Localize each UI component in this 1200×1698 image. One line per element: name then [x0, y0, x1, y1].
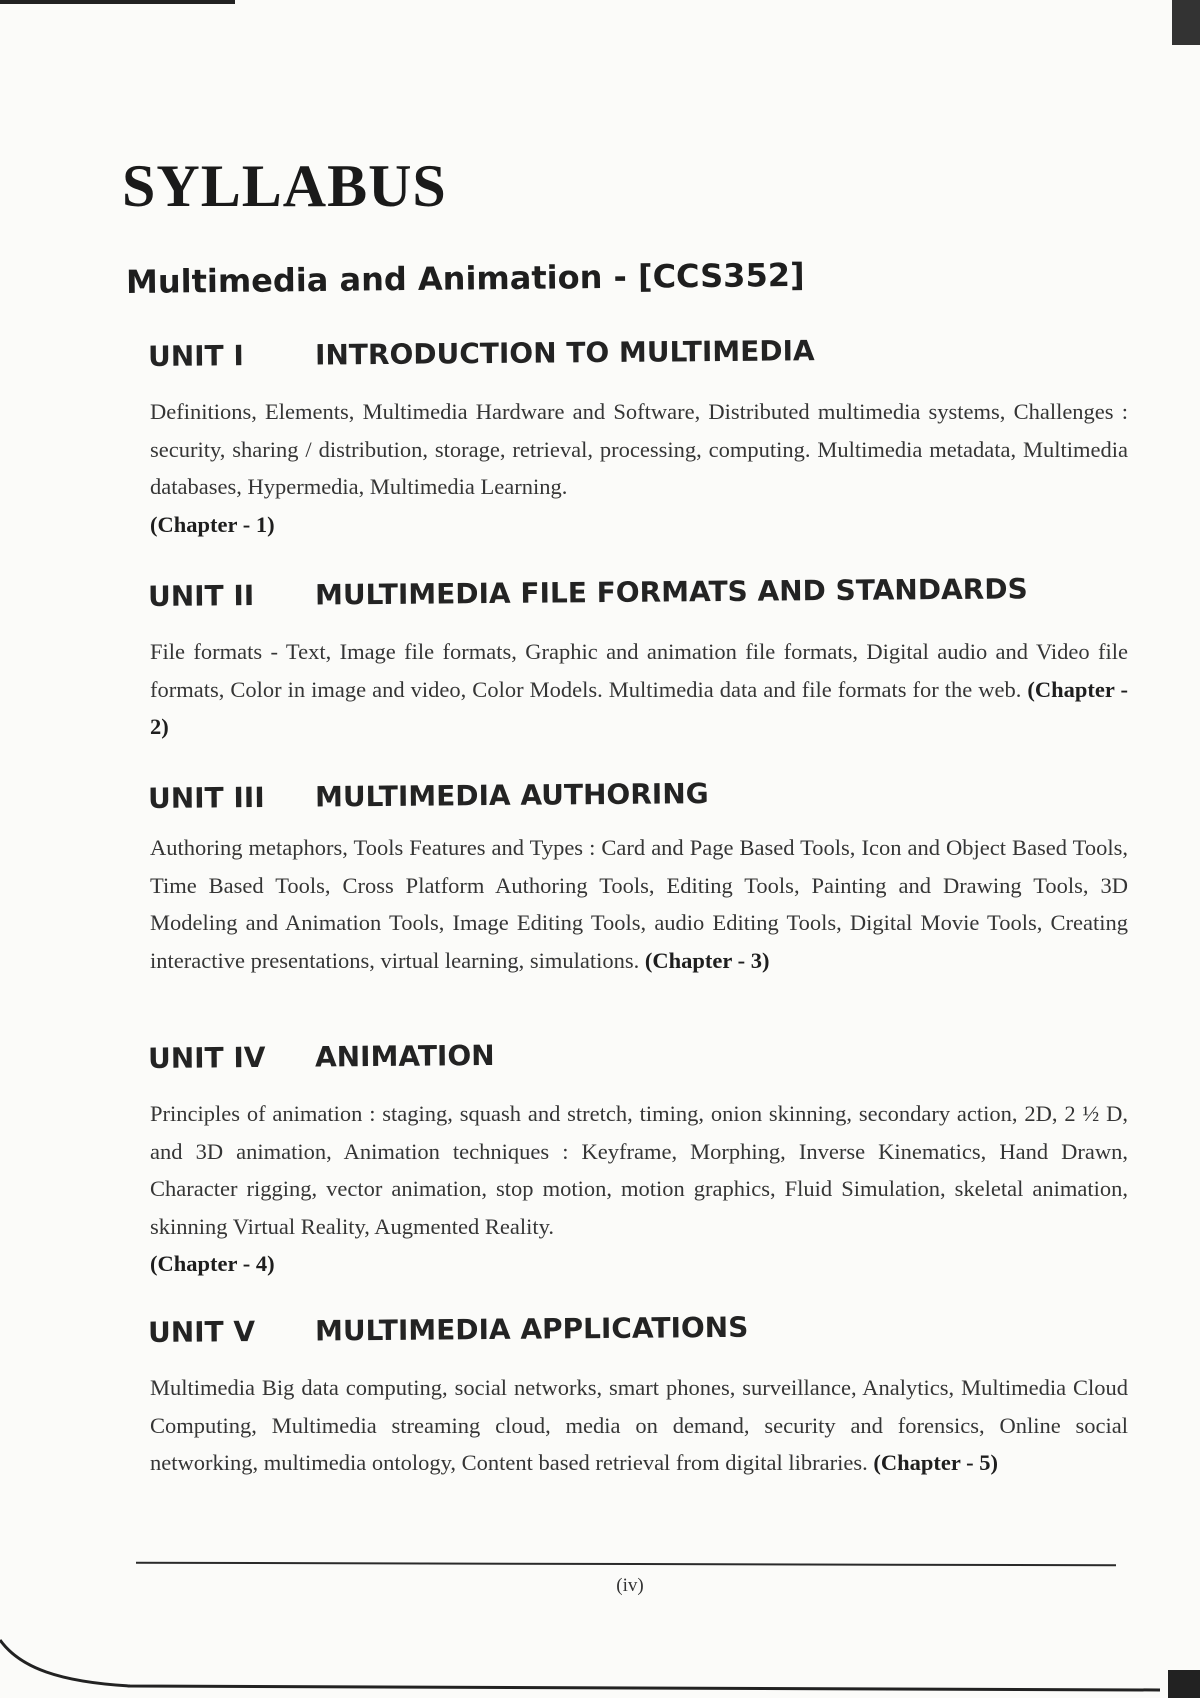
chapter-reference: (Chapter - 2)	[150, 676, 1128, 739]
unit-title: INTRODUCTION TO MULTIMEDIA	[314, 334, 815, 372]
unit-number: UNIT III	[147, 780, 265, 815]
unit-title: MULTIMEDIA AUTHORING	[314, 777, 709, 814]
chapter-reference: (Chapter - 3)	[644, 947, 770, 973]
unit-heading	[148, 1033, 1128, 1075]
unit-section-1	[147, 334, 1128, 543]
unit-content	[150, 633, 1128, 746]
unit-content	[150, 1095, 1128, 1283]
scan-edge-right	[1172, 0, 1200, 45]
course-name: Multimedia and Animation	[125, 258, 603, 301]
unit-content-text: Principles of animation : staging, squash and stretch, timing, onion skinning, secondary action, 2D, 2 ½ D, and 3D animation, Animation techniques : Keyframe, Morphing, Inverse Kinematics, Hand Drawn, Character rigging, vector animation, stop motion, motion graphics, Fluid Simulation, skeletal animation, skinning Virtual Reality, Augmented Reality.	[150, 1101, 1128, 1239]
unit-section-5	[147, 1310, 1128, 1482]
unit-title: MULTIMEDIA FILE FORMATS AND STANDARDS	[314, 572, 1028, 612]
course-title	[126, 256, 805, 301]
unit-title: MULTIMEDIA APPLICATIONS	[314, 1310, 749, 1348]
unit-number: UNIT V	[147, 1315, 256, 1349]
unit-content	[150, 393, 1128, 543]
course-separator: -	[602, 257, 639, 297]
page-title: SYLLABUS	[122, 153, 447, 219]
course-code: [CCS352]	[637, 255, 805, 296]
unit-content	[150, 1369, 1128, 1482]
unit-number: UNIT IV	[147, 1040, 266, 1075]
unit-number: UNIT I	[147, 339, 244, 373]
unit-heading	[148, 571, 1128, 613]
unit-section-4	[147, 1038, 1128, 1283]
unit-number: UNIT II	[147, 579, 255, 613]
scan-edge-top	[0, 0, 235, 4]
unit-section-3	[147, 777, 1128, 979]
chapter-reference: (Chapter - 5)	[873, 1450, 998, 1475]
scan-edge-bottom	[0, 1638, 1200, 1698]
unit-section-2	[147, 572, 1128, 746]
footer-divider	[136, 1562, 1116, 1567]
chapter-reference: (Chapter - 4)	[150, 1251, 275, 1276]
page-number: (iv)	[616, 1575, 644, 1596]
unit-content-text: File formats - Text, Image file formats, Graphic and animation file formats, Digital audio and Video file formats, Color in image and video, Color Models. Multimedia data and file formats for the web.	[150, 639, 1128, 702]
unit-title: ANIMATION	[314, 1038, 495, 1074]
unit-heading	[148, 331, 1128, 373]
unit-heading	[148, 1307, 1128, 1349]
chapter-reference: (Chapter - 1)	[150, 511, 275, 537]
unit-content-text: Authoring metaphors, Tools Features and Types : Card and Page Based Tools, Icon and Object Based Tools, Time Based Tools, Cross Platform Authoring Tools, Editing Tools, Painting and Drawing Tools, 3D Modeling and Animation Tools, Image Editing Tools, audio Editing Tools, Digital Movie Tools, Creating interactive presentations, virtual learning, simulations.	[150, 835, 1128, 973]
unit-heading	[148, 773, 1128, 815]
unit-content-text: Definitions, Elements, Multimedia Hardware and Software, Distributed multimedia systems, Challenges : security, sharing / distribution, storage, retrieval, processing, computing. Multimedia metadata, Multimedia databases, Hypermedia, Multimedia Learning.	[150, 399, 1128, 499]
unit-content	[150, 829, 1128, 979]
unit-content-text: Multimedia Big data computing, social networks, smart phones, surveillance, Analytics, Multimedia Cloud Computing, Multimedia streaming cloud, media on demand, security and forensics, Online social networking, multimedia ontology, Content based retrieval from digital libraries.	[150, 1375, 1128, 1475]
